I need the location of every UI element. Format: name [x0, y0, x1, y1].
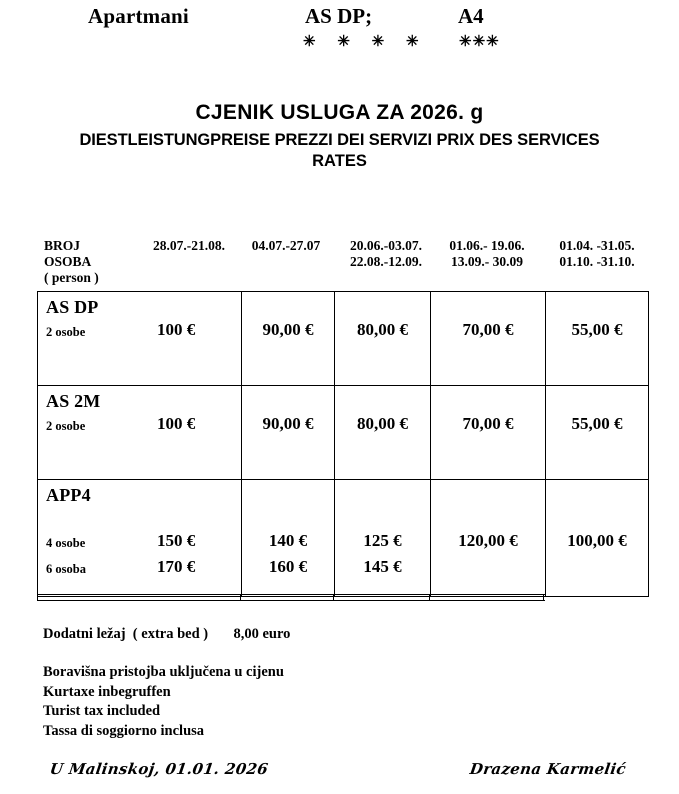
property-type-label: Apartmani	[88, 4, 189, 28]
unit-asdp-star-rating: ✳ ✳ ✳ ✳	[303, 34, 428, 50]
price-value: 120,00 €	[458, 531, 518, 550]
occupancy-label: 2 osobe	[46, 419, 86, 433]
price-value: 100 €	[157, 320, 196, 339]
header-season-3	[334, 238, 438, 270]
table-header-row	[0, 238, 679, 290]
header-person-line1: BROJ	[44, 238, 81, 253]
price-value: 80,00 €	[357, 414, 408, 433]
header-season-5-line1: 01.04. -31.05.	[559, 238, 635, 253]
header-season-5-line2: 01.10. -31.10.	[559, 254, 635, 269]
price-value: 170 €	[157, 557, 196, 576]
page-title-block	[0, 100, 679, 172]
page-subtitle-rates: RATES	[312, 152, 367, 170]
unit-name: AS DP	[46, 297, 99, 317]
price-value: 125 €	[363, 531, 402, 550]
unit-asdp-label: AS DP;	[305, 4, 373, 28]
price-value: 150 €	[157, 531, 196, 550]
rule-tick	[37, 595, 38, 600]
price-cell	[431, 480, 546, 597]
occupancy-label: 6 osoba	[46, 562, 86, 576]
header-season-4-line2: 13.09.- 30.09	[451, 254, 523, 269]
price-cell	[335, 480, 431, 597]
table-row	[38, 292, 649, 386]
rule-tick	[333, 595, 334, 600]
page-title: CJENIK USLUGA ZA 2026. g	[195, 101, 484, 124]
price-cell	[431, 386, 546, 480]
price-value: 90,00 €	[262, 414, 314, 433]
tax-note-de: Kurtaxe inbegruffen	[43, 683, 171, 700]
price-cell	[546, 386, 649, 480]
price-value: 140 €	[268, 531, 308, 550]
signature-name: Drazena Karmelić	[468, 760, 628, 778]
price-value: 80,00 €	[357, 320, 408, 339]
table-bottom-double-rule	[37, 594, 545, 601]
signature-place-date: U Malinskoj, 01.01. 2026	[48, 760, 270, 778]
header-season-2	[236, 238, 336, 254]
header-season-3-line1: 20.06.-03.07.	[350, 238, 422, 253]
header-season-1	[139, 238, 239, 254]
rule-tick	[543, 595, 544, 600]
price-cell	[242, 292, 335, 386]
price-value: 55,00 €	[571, 414, 623, 433]
unit-cell-asdp	[38, 292, 242, 386]
price-value: 90,00 €	[262, 320, 314, 339]
rule-tick	[429, 595, 430, 600]
tax-note-it: Tassa di soggiorno inclusa	[43, 722, 205, 739]
price-value: 70,00 €	[462, 414, 514, 433]
tax-notes	[43, 663, 290, 741]
unit-a4-star-rating: ✳✳✳	[459, 34, 500, 50]
price-cell	[546, 480, 649, 597]
extra-bed-note: Dodatni ležaj ( extra bed ) 8,00 euro	[43, 626, 291, 642]
price-cell	[242, 480, 335, 597]
header-person-count	[44, 238, 99, 286]
price-value: 145 €	[363, 557, 402, 576]
header-season-5	[542, 238, 652, 270]
header-season-1-line1: 28.07.-21.08.	[153, 238, 225, 253]
header-season-3-line2: 22.08.-12.09.	[350, 254, 422, 269]
header-season-4	[432, 238, 542, 270]
notes-block	[43, 624, 290, 741]
tax-note-en: Turist tax included	[43, 703, 161, 719]
unit-cell-app4	[38, 480, 242, 597]
header-season-4-line1: 01.06.- 19.06.	[449, 238, 525, 253]
header-season-2-line1: 04.07.-27.07	[251, 238, 321, 253]
price-cell	[335, 386, 431, 480]
occupancy-label: 4 osobe	[46, 536, 86, 550]
unit-name: APP4	[46, 485, 91, 505]
table-row	[38, 386, 649, 480]
table-row	[38, 480, 649, 597]
occupancy-label: 2 osobe	[46, 325, 86, 339]
unit-a4-label: A4	[458, 4, 484, 28]
rule-tick	[240, 595, 241, 600]
header-person-line3: ( person )	[44, 270, 99, 285]
price-value: 100,00 €	[567, 531, 627, 550]
header-person-line2: OSOBA	[44, 254, 92, 269]
price-value: 160 €	[268, 557, 308, 576]
tax-note-hr: Boravišna pristojba uključena u cijenu	[43, 664, 284, 680]
document-header	[0, 0, 679, 60]
price-value: 55,00 €	[571, 320, 623, 339]
unit-cell-as2m	[38, 386, 242, 480]
page-subtitle-languages: DIESTLEISTUNGPREISE PREZZI DEI SERVIZI PRIX DES SERVICES	[79, 131, 600, 149]
price-cell	[335, 292, 431, 386]
price-table	[37, 291, 649, 597]
price-cell	[242, 386, 335, 480]
price-cell	[431, 292, 546, 386]
price-value: 70,00 €	[462, 320, 514, 339]
price-cell	[546, 292, 649, 386]
unit-name: AS 2M	[46, 391, 101, 411]
price-value: 100 €	[157, 414, 196, 433]
